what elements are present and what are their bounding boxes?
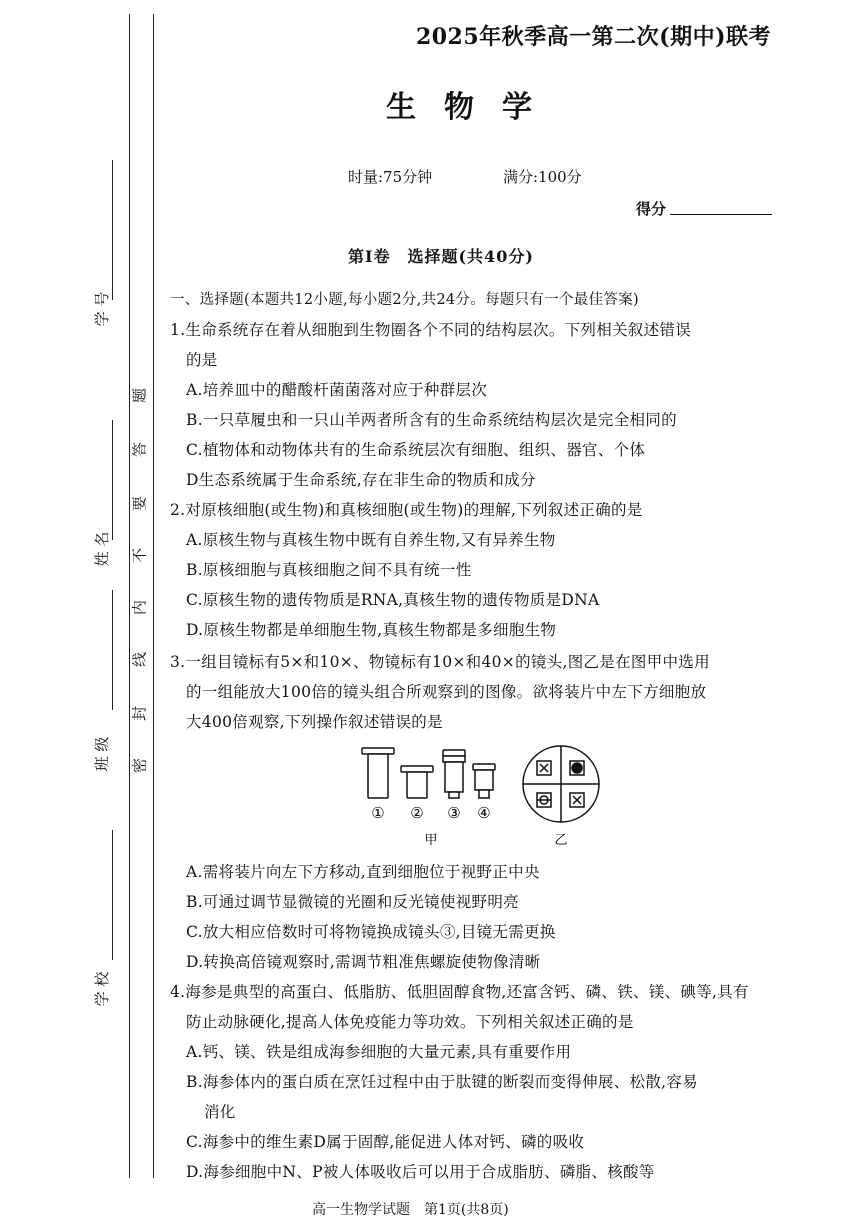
- notice-char: 题: [130, 388, 149, 404]
- option-b[interactable]: B.可通过调节显微镜的光圈和反光镜使视野明亮: [186, 893, 519, 911]
- score-label: 得分: [636, 200, 667, 218]
- part-intro: 一、选择题(本题共12小题,每小题2分,共24分。每题只有一个最佳答案): [170, 292, 639, 308]
- binding-line-outer: [129, 14, 130, 1178]
- notice-char: 要: [130, 496, 149, 512]
- question-stem: 大400倍观察,下列操作叙述错误的是: [186, 713, 443, 731]
- subject-title: 生物学: [386, 90, 560, 125]
- figure-caption-a: 甲: [424, 833, 438, 848]
- question-stem: 的是: [186, 351, 218, 369]
- section-title: 第Ⅰ卷 选择题(共40分): [348, 247, 534, 266]
- option-b-continued: 消化: [204, 1103, 236, 1121]
- option-d[interactable]: D生态系统属于生命系统,存在非生命的物质和成分: [186, 471, 536, 489]
- score-blank[interactable]: [670, 214, 772, 215]
- class-label: 班 级: [93, 736, 111, 772]
- lens-label: ②: [410, 804, 424, 822]
- microscope-figure: [355, 744, 635, 850]
- notice-char: 封: [130, 706, 149, 722]
- binding-line-inner: [153, 14, 154, 1178]
- time-limit: 时量:75分钟: [348, 168, 433, 186]
- lens-label: ①: [371, 804, 385, 822]
- option-c[interactable]: C.原核生物的遗传物质是RNA,真核生物的遗传物质是DNA: [186, 591, 600, 609]
- name-label: 姓 名: [93, 531, 111, 567]
- option-b[interactable]: B.原核细胞与真核细胞之间不具有统一性: [186, 561, 472, 579]
- option-a[interactable]: A.需将装片向左下方移动,直到细胞位于视野正中央: [186, 863, 540, 881]
- notice-char: 答: [130, 442, 149, 458]
- lens-label: ③: [447, 804, 461, 822]
- option-a[interactable]: A.原核生物与真核生物中既有自养生物,又有异养生物: [186, 531, 556, 549]
- question-stem: 1.生命系统存在着从细胞到生物圈各个不同的结构层次。下列相关叙述错误: [170, 321, 691, 339]
- option-b[interactable]: B.一只草履虫和一只山羊两者所含有的生命系统结构层次是完全相同的: [186, 411, 677, 429]
- lens-1: [362, 748, 394, 798]
- student-id-label: 学 号: [93, 291, 111, 327]
- lens-label: ④: [477, 804, 491, 822]
- exam-title: 2025年秋季高一第二次(期中)联考: [415, 24, 771, 50]
- notice-char: 密: [130, 758, 149, 774]
- figure-caption-b: 乙: [554, 833, 568, 848]
- question-stem: 2.对原核细胞(或生物)和真核细胞(或生物)的理解,下列叙述正确的是: [170, 501, 643, 519]
- option-c[interactable]: C.植物体和动物体共有的生命系统层次有细胞、组织、器官、个体: [186, 441, 646, 459]
- field-of-view: [523, 746, 599, 822]
- school-blank[interactable]: [112, 830, 113, 960]
- lens-3: [443, 750, 465, 798]
- question-stem: 的一组能放大100倍的镜头组合所观察到的图像。欲将装片中左下方细胞放: [186, 683, 707, 701]
- option-a[interactable]: A.培养皿中的醋酸杆菌菌落对应于种群层次: [186, 381, 488, 399]
- option-c[interactable]: C.海参中的维生素D属于固醇,能促进人体对钙、磷的吸收: [186, 1133, 585, 1151]
- class-blank[interactable]: [112, 590, 113, 710]
- notice-char: 线: [130, 652, 149, 668]
- notice-char: 内: [130, 600, 149, 616]
- notice-char: 不: [130, 548, 149, 564]
- question-stem: 4.海参是典型的高蛋白、低脂肪、低胆固醇食物,还富含钙、磷、铁、镁、碘等,具有: [170, 983, 749, 1001]
- lens-4: [473, 764, 495, 798]
- option-d[interactable]: D.转换高倍镜观察时,需调节粗准焦螺旋使物像清晰: [186, 953, 541, 971]
- page-footer: 高一生物学试题 第1页(共8页): [312, 1202, 509, 1218]
- lens-2: [401, 766, 433, 798]
- option-b[interactable]: B.海参体内的蛋白质在烹饪过程中由于肽键的断裂而变得伸展、松散,容易: [186, 1073, 698, 1091]
- option-c[interactable]: C.放大相应倍数时可将物镜换成镜头③,目镜无需更换: [186, 923, 556, 941]
- school-label: 学 校: [93, 971, 111, 1007]
- full-score: 满分:100分: [503, 168, 582, 186]
- question-stem: 3.一组目镜标有5×和10×、物镜标有10×和40×的镜头,图乙是在图甲中选用: [170, 653, 710, 671]
- option-d[interactable]: D.原核生物都是单细胞生物,真核生物都是多细胞生物: [186, 621, 557, 639]
- microscope-figure-svg: [355, 744, 635, 850]
- option-d[interactable]: D.海参细胞中N、P被人体吸收后可以用于合成脂肪、磷脂、核酸等: [186, 1163, 655, 1181]
- option-a[interactable]: A.钙、镁、铁是组成海参细胞的大量元素,具有重要作用: [186, 1043, 572, 1061]
- question-stem: 防止动脉硬化,提高人体免疫能力等功效。下列相关叙述正确的是: [186, 1013, 634, 1031]
